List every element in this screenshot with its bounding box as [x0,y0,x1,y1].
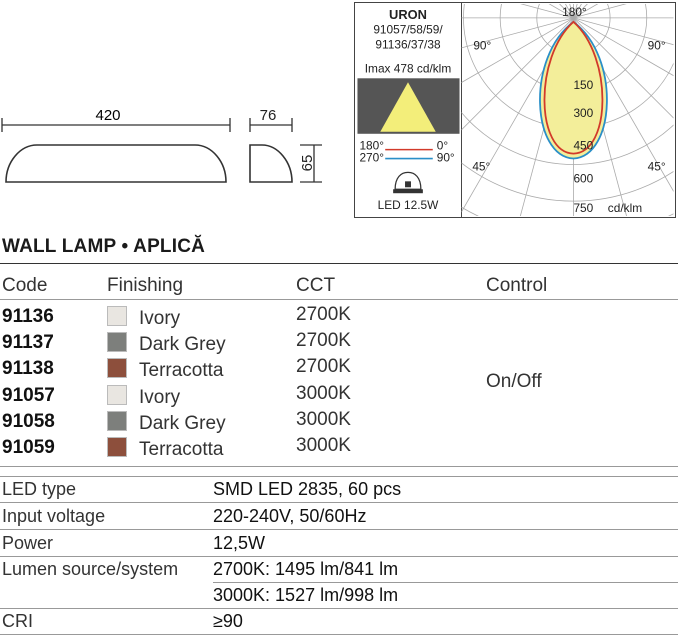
spec-power-value: 12,5W [213,533,266,553]
row-code: 91058 [2,411,55,432]
finish-swatch [107,332,127,352]
side-view-drawing [250,118,322,182]
legend-c0-label: 0° [436,138,449,153]
header-cct: CCT [296,275,336,296]
header-code: Code [2,275,48,296]
photometric-panel [354,2,676,218]
dimension-drawings [0,0,350,230]
row-finishing: Ivory [139,387,181,408]
angle-label-45-left: 45° [472,159,491,174]
spec-voltage-label: Input voltage [2,506,106,526]
ring-label-750: 750 [573,201,594,216]
spec-divider [0,529,678,530]
spec-led-type-value: SMD LED 2835, 60 pcs [213,479,402,499]
spec-led-type-label: LED type [2,479,77,499]
spec-lumen-3000-value: 3000K: 1527 lm/998 lm [213,585,399,605]
ring-label-450: 450 [573,138,594,153]
legend-c270-label: 270° [359,150,385,165]
row-finishing: Terracotta [139,360,224,381]
finish-swatch [107,358,127,378]
title-divider [0,263,678,264]
control-value: On/Off [486,371,542,392]
angle-label-90-right: 90° [647,38,666,53]
legend-c90-label: 90° [436,150,455,165]
row-code: 91137 [2,332,54,353]
spec-divider [0,608,678,609]
header-divider [0,299,678,300]
row-code: 91138 [2,358,54,379]
specs-bottom-rule [0,634,678,635]
row-code: 91136 [2,306,54,327]
finish-swatch [107,437,127,457]
row-code: 91059 [2,437,55,458]
angle-label-180: 180° [562,4,587,19]
specs-top-rule [0,476,678,477]
depth-dimension: 76 [259,107,277,124]
front-view-drawing [2,118,230,182]
finish-swatch [107,385,127,405]
ring-label-600: 600 [573,171,594,186]
length-dimension: 420 [95,107,121,124]
row-finishing: Dark Grey [139,334,226,355]
spec-divider [0,502,678,503]
height-dimension: 65 [299,154,316,172]
row-cct: 3000K [296,435,351,456]
row-cct: 2700K [296,330,351,351]
row-cct: 2700K [296,356,351,377]
spec-divider [0,556,678,557]
spec-cri-label: CRI [2,611,33,631]
ring-label-150: 150 [573,78,594,93]
row-code: 91057 [2,385,55,406]
header-finishing: Finishing [107,275,184,296]
fixture-icon [393,172,423,193]
finish-swatch [107,306,127,326]
table-divider [0,466,678,467]
model-codes-line1: 91057/58/59/ [373,22,443,37]
spec-lumen-2700-value: 2700K: 1495 lm/841 lm [213,559,399,579]
angle-label-45-right: 45° [647,159,666,174]
model-name: URON [389,6,427,22]
ring-label-300: 300 [573,105,594,120]
product-title: WALL LAMP • APLICĂ [2,236,206,257]
header-control: Control [486,275,548,296]
angle-label-90-left: 90° [473,38,492,53]
spec-lumen-subdivider [213,582,678,583]
spec-voltage-value: 220-240V, 50/60Hz [213,506,367,526]
intensity-unit-label: cd/klm [607,201,643,216]
spec-lumen-label: Lumen source/system [2,559,179,579]
row-finishing: Ivory [139,308,181,329]
row-cct: 3000K [296,409,351,430]
row-finishing: Terracotta [139,439,224,460]
finish-swatch [107,411,127,431]
legend-c180-label: 180° [359,138,385,153]
row-cct: 2700K [296,304,351,325]
imax-label: Imax 478 cd/klm [364,61,452,76]
spec-cri-value: ≥90 [213,611,243,631]
spec-power-label: Power [2,533,54,553]
row-cct: 3000K [296,383,351,404]
model-codes-line2: 91136/37/38 [375,37,441,52]
led-power-label: LED 12.5W [377,198,439,213]
row-finishing: Dark Grey [139,413,226,434]
